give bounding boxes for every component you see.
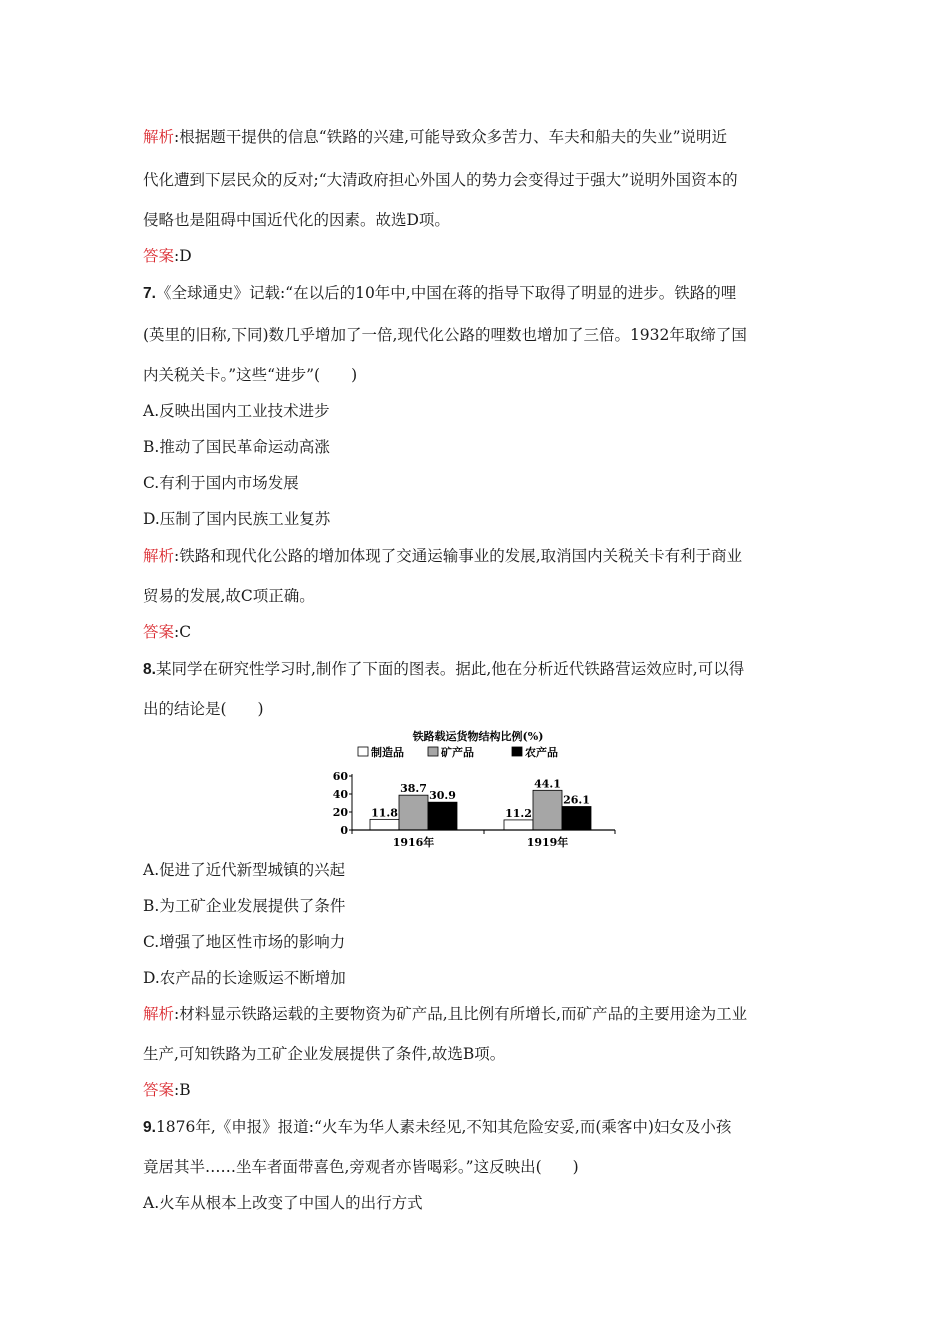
q7-option-a: A.反映出国内工业技术进步	[143, 402, 330, 420]
q7-option-d: D.压制了国内民族工业复苏	[143, 510, 331, 528]
y-tick-label: 60	[332, 770, 348, 783]
legend-label-3: 农产品	[525, 746, 558, 759]
bar-value-label: 11.2	[505, 806, 532, 820]
q7-answer	[143, 622, 191, 642]
q7-analysis-line-2: 贸易的发展,故C项正确。	[143, 587, 315, 605]
bar-value-label: 38.7	[400, 782, 427, 796]
q7-stem-line-2: (英里的旧称,下同)数几乎增加了一倍,现代化公路的哩数也增加了三倍。1932年取缔了国	[143, 326, 747, 344]
q7-answer-label: 答案	[143, 623, 175, 641]
q8-analysis-line-1: 解析:材料显示铁路运载的主要物资为矿产品,且比例有所增长,而矿产品的主要用途为工业	[143, 1005, 748, 1023]
q8-number: 8.	[143, 661, 156, 678]
q8-answer	[143, 1080, 191, 1100]
bar-2-1	[504, 820, 533, 830]
q8-answer-value: :B	[174, 1081, 191, 1099]
legend-swatch-1	[358, 747, 368, 756]
legend-label-1: 制造品	[371, 746, 404, 759]
q8-option-a: A.促进了近代新型城镇的兴起	[143, 861, 346, 879]
q9-stem-line-1: 9.1876年,《申报》报道:“火车为华人素未经见,不知其危险安妥,而(乘客中)妇女及小孩	[143, 1118, 732, 1136]
bar-value-label: 26.1	[563, 793, 590, 807]
bar-1-3	[428, 802, 457, 830]
x-category-label: 1919年	[526, 836, 569, 849]
q6-analysis-line-1: 解析:根据题干提供的信息“铁路的兴建,可能导致众多苦力、车夫和船夫的失业”说明近	[143, 128, 728, 146]
legend-label-2: 矿产品	[441, 746, 474, 759]
q9-stem-line-2: 竟居其半……坐车者面带喜色,旁观者亦皆喝彩。”这反映出( )	[143, 1158, 579, 1176]
q8-option-d: D.农产品的长途贩运不断增加	[143, 969, 346, 987]
chart-x-axis	[352, 830, 615, 849]
q7-analysis-line-1: 解析:铁路和现代化公路的增加体现了交通运输事业的发展,取消国内关税关卡有利于商业	[143, 547, 743, 565]
bar-value-label: 44.1	[534, 777, 561, 791]
legend-swatch-3	[512, 747, 522, 756]
q8-answer-label: 答案	[143, 1081, 175, 1099]
q8-analysis-line-2: 生产,可知铁路为工矿企业发展提供了条件,故选B项。	[143, 1045, 506, 1063]
q8-stem-line-1: 8.某同学在研究性学习时,制作了下面的图表。据此,他在分析近代铁路营运效应时,可以得	[143, 660, 745, 678]
q7-option-b: B.推动了国民革命运动高涨	[143, 438, 330, 456]
q8-option-c: C.增强了地区性市场的影响力	[143, 933, 346, 951]
bar-1-1	[370, 819, 399, 830]
legend-swatch-2	[428, 747, 438, 756]
q6-answer-label: 答案	[143, 247, 175, 265]
chart-y-axis	[333, 770, 352, 837]
q6-analysis-line-2: 代化遭到下层民众的反对;“大清政府担心外国人的势力会变得过于强大”说明外国资本的	[143, 171, 738, 189]
x-category-label: 1916年	[392, 836, 435, 849]
q7-stem-line-3: 内关税关卡。”这些“进步”( )	[143, 366, 358, 384]
rail-freight-chart	[330, 726, 630, 850]
chart-legend	[358, 745, 558, 759]
q6-answer	[143, 246, 192, 266]
q7-stem-line-1: 7.《全球通史》记载:“在以后的10年中,中国在蒋的指导下取得了明显的进步。铁路的哩	[143, 284, 737, 302]
q6-analysis-label: 解析	[143, 128, 175, 146]
q7-option-c: C.有利于国内市场发展	[143, 474, 299, 492]
bar-value-label: 30.9	[429, 789, 456, 803]
chart-bars	[370, 777, 591, 830]
q8-stem-line-2: 出的结论是( )	[143, 700, 264, 718]
q8-analysis-label: 解析	[143, 1005, 175, 1023]
q8-option-b: B.为工矿企业发展提供了条件	[143, 897, 346, 915]
bar-2-2	[533, 790, 562, 830]
q9-option-a: A.火车从根本上改变了中国人的出行方式	[143, 1194, 423, 1212]
y-tick-label: 0	[340, 824, 348, 837]
q7-answer-value: :C	[174, 623, 192, 641]
chart-title: 铁路载运货物结构比例(%)	[412, 730, 544, 743]
y-tick-label: 20	[332, 806, 348, 819]
q7-number: 7.	[143, 285, 156, 302]
bar-value-label: 11.8	[371, 806, 398, 820]
bar-2-3	[562, 807, 591, 830]
q9-number: 9.	[143, 1119, 156, 1136]
q7-analysis-label: 解析	[143, 547, 175, 565]
bar-1-2	[399, 795, 428, 830]
y-tick-label: 40	[332, 788, 348, 801]
q6-analysis-line-3: 侵略也是阻碍中国近代化的因素。故选D项。	[143, 211, 450, 229]
q6-answer-value: :D	[174, 247, 192, 265]
